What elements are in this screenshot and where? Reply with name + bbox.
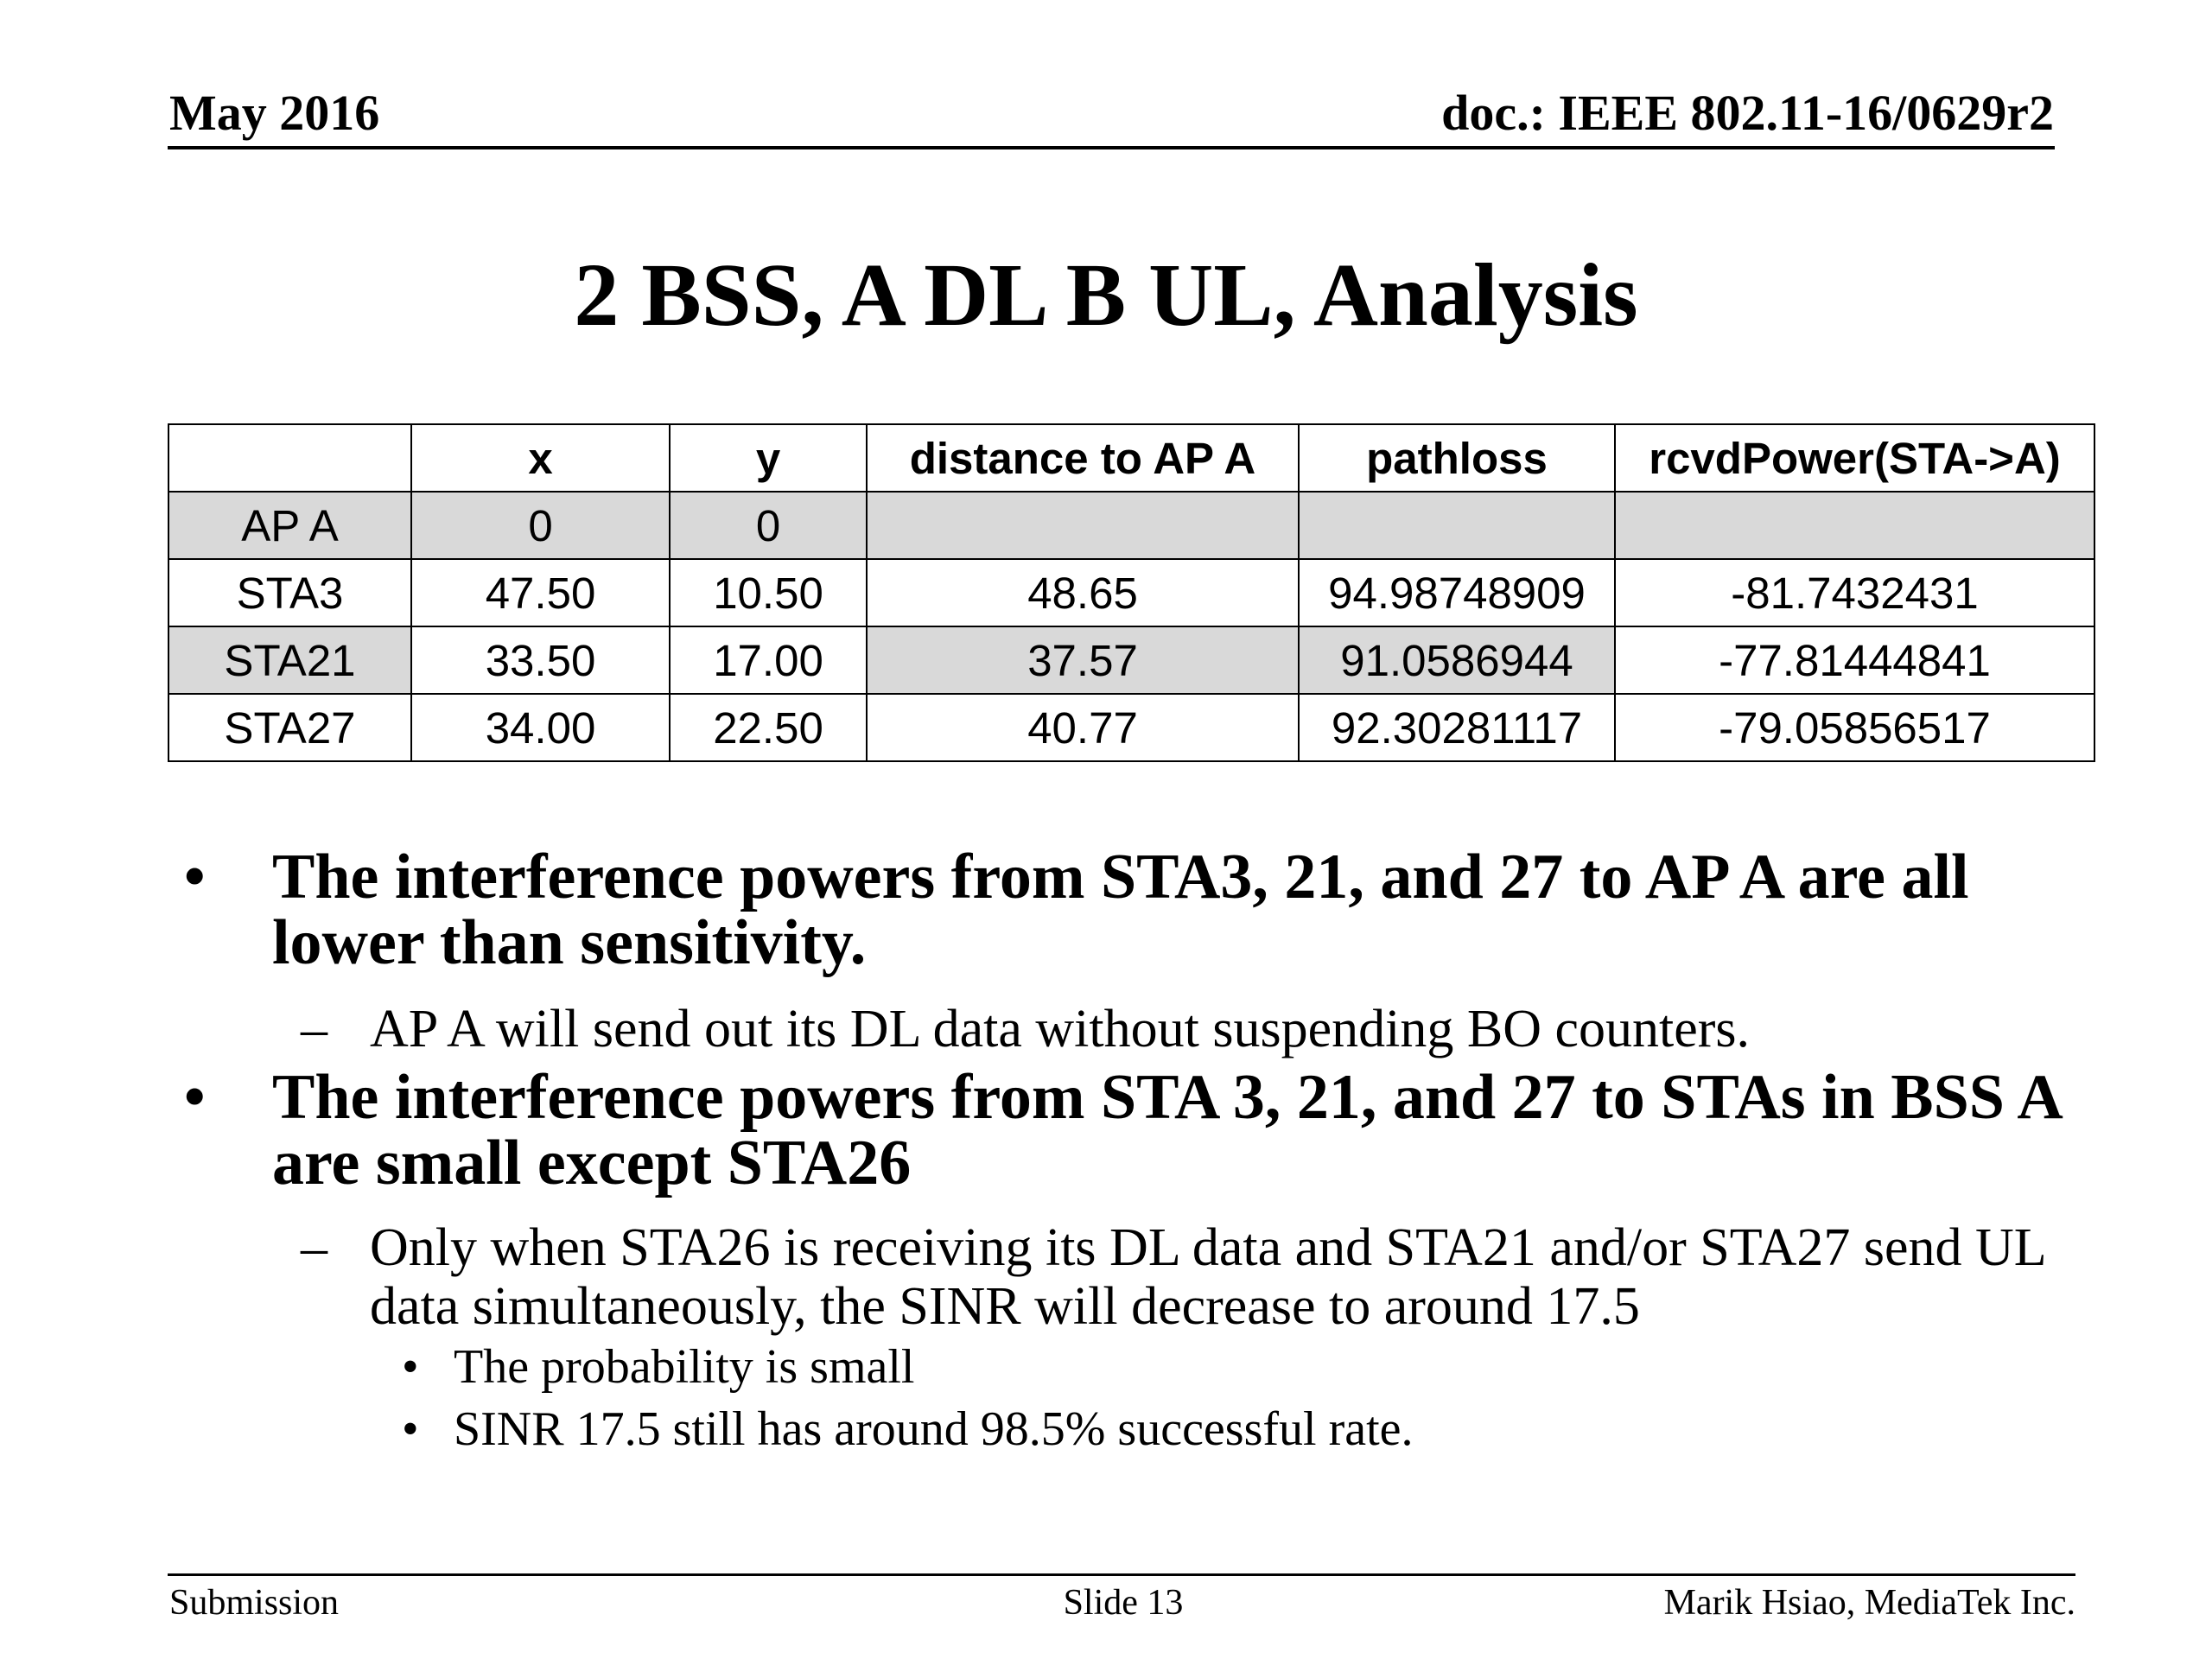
table-cell: 94.98748909 [1299,559,1615,626]
table-cell: 33.50 [411,626,670,694]
table-cell: -81.7432431 [1615,559,2094,626]
bullet-marker: • [184,843,206,910]
table-cell: 0 [670,492,867,559]
bullet-marker: • [184,1064,206,1130]
dash-marker: – [301,1218,327,1277]
station-table [168,423,2095,762]
table-cell: 40.77 [867,694,1299,761]
table-cell: 92.30281117 [1299,694,1615,761]
header-doc-id: doc.: IEEE 802.11-16/0629r2 [1441,85,2054,141]
table-cell: 10.50 [670,559,867,626]
sub-bullet-item [301,1218,2098,1336]
bullet-text: The interference powers from STA 3, 21, and 27 to STAs in BSS A are small except STA26 [272,1062,2060,1198]
header-date: May 2016 [169,85,380,141]
table-row [168,694,2094,761]
sub-sub-bullet-item [402,1340,2095,1394]
table-cell: 37.57 [867,626,1299,694]
table-row [168,492,2094,559]
footer-author: Marik Hsiao, MediaTek Inc. [1663,1583,2075,1623]
table-cell: 48.65 [867,559,1299,626]
table-cell [1299,492,1615,559]
table-cell [867,492,1299,559]
table-row [168,559,2094,626]
table-header-cell: x [411,424,670,492]
slide-title: 2 BSS, A DL B UL, Analysis [574,245,1638,345]
table-cell: 0 [411,492,670,559]
table-cell [1615,492,2094,559]
table-cell: STA27 [168,694,411,761]
sub-sub-bullet-text: The probability is small [454,1340,915,1394]
sub-bullet-item [301,1000,2098,1058]
table-cell: -79.05856517 [1615,694,2094,761]
bullet-marker: • [402,1402,419,1456]
bullet-item [184,1062,2095,1198]
sub-bullet-text: AP A will send out its DL data without suspending BO counters. [370,1000,1751,1058]
table-row [168,626,2094,694]
sub-bullet-text: Only when STA26 is receiving its DL data and STA21 and/or STA27 send UL data simultaneously, the SINR will decrease to around 17.5 [370,1218,2045,1336]
table-header-cell: distance to AP A [867,424,1299,492]
table-cell: STA3 [168,559,411,626]
sub-sub-bullet-text: SINR 17.5 still has around 98.5% successful rate. [454,1402,1414,1456]
table-cell: 22.50 [670,694,867,761]
table-cell: 17.00 [670,626,867,694]
footer-submission: Submission [169,1583,340,1623]
table-cell: 47.50 [411,559,670,626]
sub-sub-bullet-item [402,1402,2095,1456]
table-cell: STA21 [168,626,411,694]
table-header-cell [168,424,411,492]
table-cell: -77.81444841 [1615,626,2094,694]
table-cell: 34.00 [411,694,670,761]
table-header-cell: pathloss [1299,424,1615,492]
table-header-cell: y [670,424,867,492]
table-header-cell: rcvdPower(STA->A) [1615,424,2094,492]
bullet-item [184,842,2095,978]
table-header-row [168,424,2094,492]
table-cell: AP A [168,492,411,559]
dash-marker: – [301,1000,327,1058]
header-divider [168,146,2055,149]
bullet-marker: • [402,1340,419,1394]
table-cell: 91.0586944 [1299,626,1615,694]
footer-divider [168,1573,2075,1576]
bullet-text: The interference powers from STA3, 21, and 27 to AP A are all lower than sensitivity. [272,842,1969,978]
footer-slide-number: Slide 13 [1063,1583,1184,1623]
